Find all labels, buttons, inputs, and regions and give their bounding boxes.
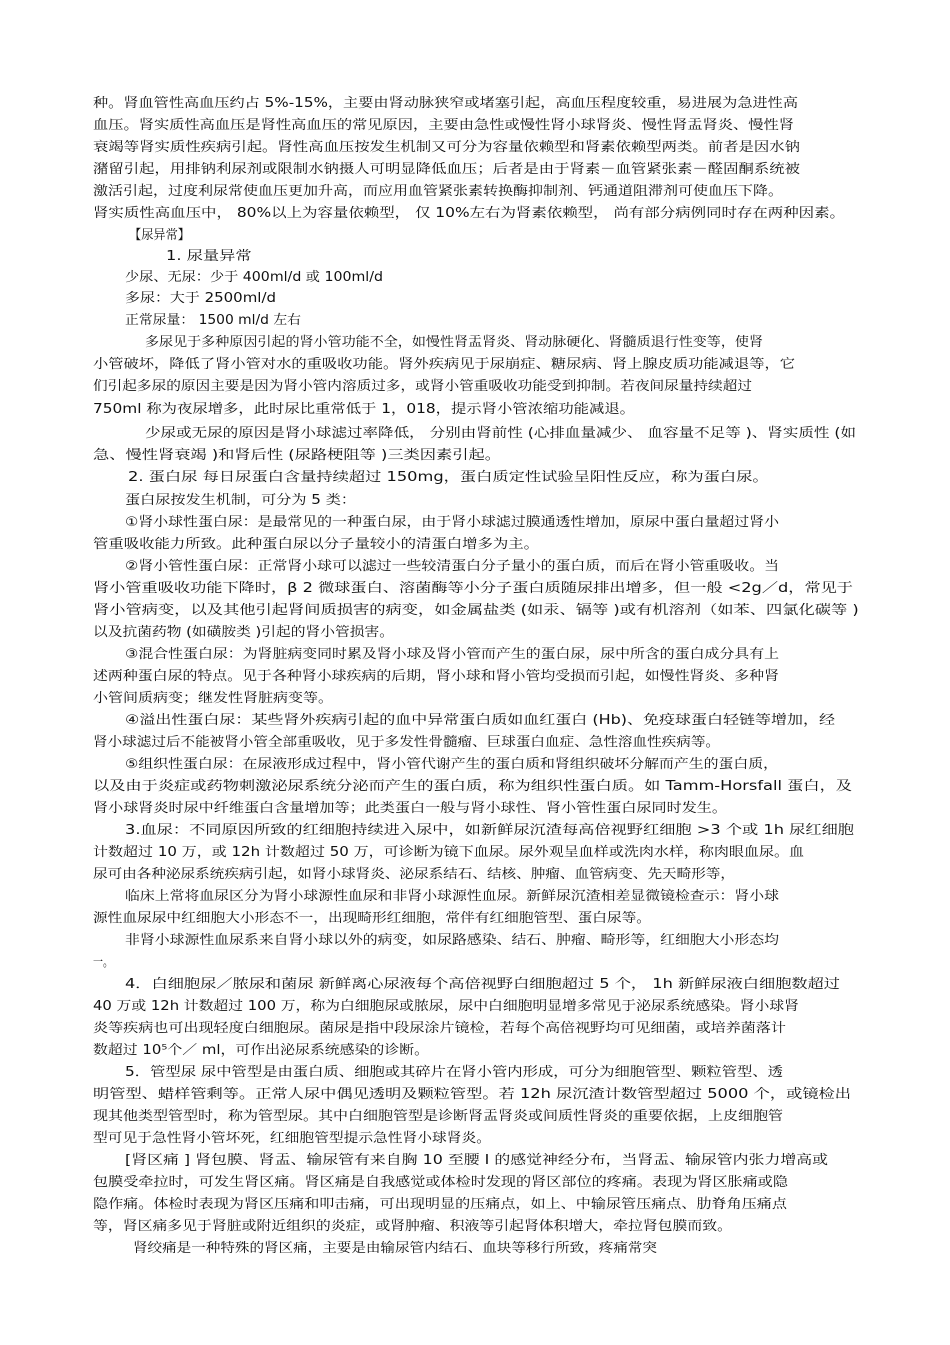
text-line: 以及由于炎症或药物刺激泌尿系统分泌而产生的蛋白质，称为组织性蛋白质。如 Tamm-Horsfall 蛋白，及 [93, 779, 852, 794]
text-line: 正常尿量： 1500 ml/d 左右 [125, 313, 301, 328]
text-line: 以及抗菌药物 (如磺胺类 )引起的肾小管损害。 [93, 625, 394, 640]
text-line: 1. 尿量异常 [166, 249, 252, 264]
text-line: 4．白细胞尿／脓尿和菌尿 新鲜离心尿液每个高倍视野白细胞超过 5 个， 1h 新鲜尿液白细胞数超过 [125, 977, 840, 992]
text-line: ③混合性蛋白尿：为肾脏病变同时累及肾小球及肾小管而产生的蛋白尿，尿中所含的蛋白成分具有上 [125, 647, 779, 662]
text-line: 3.血尿：不同原因所致的红细胞持续进入尿中，如新鲜尿沉渣每高倍视野红细胞 >3 个或 1h 尿红细胞 [125, 823, 854, 838]
text-line: 肾小球滤过后不能被肾小管全部重吸收，见于多发性骨髓瘤、巨球蛋白血症、急性溶血性疾病等。 [93, 735, 720, 750]
text-line: 血压。肾实质性高血压是肾性高血压的常见原因，主要由急性或慢性肾小球肾炎、慢性肾盂肾炎、慢性肾 [93, 118, 794, 133]
text-line: 少尿、无尿：少于 400ml/d 或 100ml/d [125, 270, 383, 285]
text-line: 源性血尿尿中红细胞大小形态不一，出现畸形红细胞，常伴有红细胞管型、蛋白尿等。 [93, 911, 651, 926]
text-line: 临床上常将血尿区分为肾小球源性血尿和非肾小球源性血尿。新鲜尿沉渣相差显微镜检查示：肾小球 [125, 889, 779, 904]
text-line: 现其他类型管型时，称为管型尿。其中白细胞管型是诊断肾盂肾炎或间质性肾炎的重要依据，上皮细胞管 [93, 1109, 783, 1124]
text-line: 述两种蛋白尿的特点。见于各种肾小球疾病的后期，肾小球和肾小管均受损而引起，如慢性肾炎、多种肾 [93, 669, 780, 684]
text-line: 型可见于急性肾小管坏死，红细胞管型提示急性肾小球肾炎。 [93, 1131, 491, 1146]
text-line: 蛋白尿按发生机制，可分为 5 类： [125, 493, 356, 508]
text-line: 【尿异常】 [129, 228, 190, 243]
text-line: ②肾小管性蛋白尿：正常肾小球可以滤过一些较清蛋白分子量小的蛋白质，而后在肾小管重吸收。当 [125, 559, 779, 574]
text-line: 肾小管重吸收功能下降时，β 2 微球蛋白、溶菌酶等小分子蛋白质随尿排出增多，但一般 <2g／d，常见于 [93, 581, 853, 596]
text-line: 肾实质性高血压中， 80%以上为容量依赖型， 仅 10%左右为肾素依赖型， 尚有部分病例同时存在两种因素。 [93, 206, 845, 221]
text-line: ①肾小球性蛋白尿：是最常见的一种蛋白尿，由于肾小球滤过膜通透性增加，原尿中蛋白量超过肾小 [125, 515, 779, 530]
text-line: 5．管型尿 尿中管型是由蛋白质、细胞或其碎片在肾小管内形成，可分为细胞管型、颗粒管型、透 [125, 1065, 783, 1080]
text-line: ⑤组织性蛋白尿：在尿液形成过程中，肾小管代谢产生的蛋白质和肾组织破坏分解而产生的蛋白质， [125, 757, 779, 772]
text-line: 小管破坏，降低了肾小管对水的重吸收功能。肾外疾病见于尿崩症、糖尿病、肾上腺皮质功能减退等，它 [93, 357, 795, 372]
text-line: ④溢出性蛋白尿：某些肾外疾病引起的血中异常蛋白质如血红蛋白 (Hb)、免疫球蛋白轻链等增加，经 [125, 713, 835, 728]
text-line: 少尿或无尿的原因是肾小球滤过率降低， 分别由肾前性 (心排血量减少、 血容量不足等 )、肾实质性 (如 [145, 426, 856, 441]
text-line: 管重吸收能力所致。此种蛋白尿以分子量较小的清蛋白增多为主。 [93, 537, 539, 552]
text-line: 750ml 称为夜尿增多，此时尿比重常低于 1，018，提示肾小管浓缩功能减退。 [93, 402, 635, 417]
text-line: 炎等疾病也可出现轻度白细胞尿。菌尿是指中段尿涂片镜检，若每个高倍视野均可见细菌，或培养菌落计 [93, 1021, 786, 1036]
text-line: 非肾小球源性血尿系来自肾小球以外的病变，如尿路感染、结石、肿瘤、畸形等，红细胞大小形态均 [125, 933, 779, 948]
text-line: 计数超过 10 万，或 12h 计数超过 50 万，可诊断为镜下血尿。尿外观呈血样或洗肉水样，称肉眼血尿。血 [93, 845, 804, 860]
text-line: 等，肾区痛多见于肾脏或附近组织的炎症，或肾肿瘤、积液等引起肾体积增大，牵拉肾包膜而致。 [93, 1219, 732, 1234]
text-line: 多尿见于多种原因引起的肾小管功能不全，如慢性肾盂肾炎、肾动脉硬化、肾髓质退行性变等，使肾 [145, 335, 763, 350]
text-line: 衰竭等肾实质性疾病引起。肾性高血压按发生机制又可分为容量依赖型和肾素依赖型两类。前者是因水钠 [93, 140, 800, 155]
text-line: 种。肾血管性高血压约占 5%-15%，主要由肾动脉狭窄或堵塞引起，高血压程度较重，易进展为急进性高 [93, 96, 799, 111]
text-line: 激活引起，过度利尿常使血压更加升高，而应用血管紧张素转换酶抑制剂、钙通道阻滞剂可使血压下降。 [93, 184, 783, 199]
text-line: 明管型、蜡样管剩等。正常人尿中偶见透明及颗粒管型。若 12h 尿沉渣计数管型超过 5000 个，或镜检出 [93, 1087, 851, 1102]
text-line: 一。 [93, 955, 113, 970]
text-line: 肾小球肾炎时尿中纤维蛋白含量增加等；此类蛋白一般与肾小球性、肾小管性蛋白尿同时发生。 [93, 801, 727, 816]
text-line: 40 万或 12h 计数超过 100 万，称为白细胞尿或脓尿，尿中白细胞明显增多常见于泌尿系统感染。肾小球肾 [93, 999, 799, 1014]
text-line: 潴留引起，用排钠利尿剂或限制水钠摄人可明显降低血压；后者是由于肾素－血管紧张素－醛固酮系统被 [93, 162, 800, 177]
text-line: 小管间质病变；继发性肾脏病变等。 [93, 691, 333, 706]
text-line: 2. 蛋白尿 每日尿蛋白含量持续超过 150mg，蛋白质定性试验呈阳性反应，称为蛋白尿。 [128, 470, 769, 485]
text-line: 们引起多尿的原因主要是因为肾小管内溶质过多，或肾小管重吸收功能受到抑制。若夜间尿量持续超过 [93, 379, 752, 394]
text-line: 多尿：大于 2500ml/d [125, 291, 276, 306]
text-line: 肾小管病变，以及其他引起肾间质损害的病变，如金属盐类 (如汞、镉等 )或有机溶剂（如苯、四氯化碳等 ) [93, 603, 859, 618]
text-line: 数超过 10⁵个／ ml，可作出泌尿系统感染的诊断。 [93, 1043, 429, 1058]
text-line: 隐作痛。体检时表现为肾区压痛和叩击痛，可出现明显的压痛点，如上、中输尿管压痛点、肋脊角压痛点 [93, 1197, 787, 1212]
text-line: 肾绞痛是一种特殊的肾区痛，主要是由输尿管内结石、血块等移行所致，疼痛常突 [133, 1241, 657, 1256]
text-line: 包膜受牵拉时，可发生肾区痛。肾区痛是自我感觉或体检时发现的肾区部位的疼痛。表现为肾区胀痛或隐 [93, 1175, 788, 1190]
text-line: 尿可由各种泌尿系统疾病引起，如肾小球肾炎、泌尿系结石、结核、肿瘤、血管病变、先天畸形等， [93, 867, 735, 882]
text-line: 急、慢性肾衰竭 )和肾后性 (尿路梗阻等 )三类因素引起。 [93, 448, 501, 463]
text-line: [肾区痛 ] 肾包膜、肾盂、输尿管有来自胸 10 至腰 I 的感觉神经分布，当肾盂、输尿管内张力增高或 [125, 1153, 828, 1168]
